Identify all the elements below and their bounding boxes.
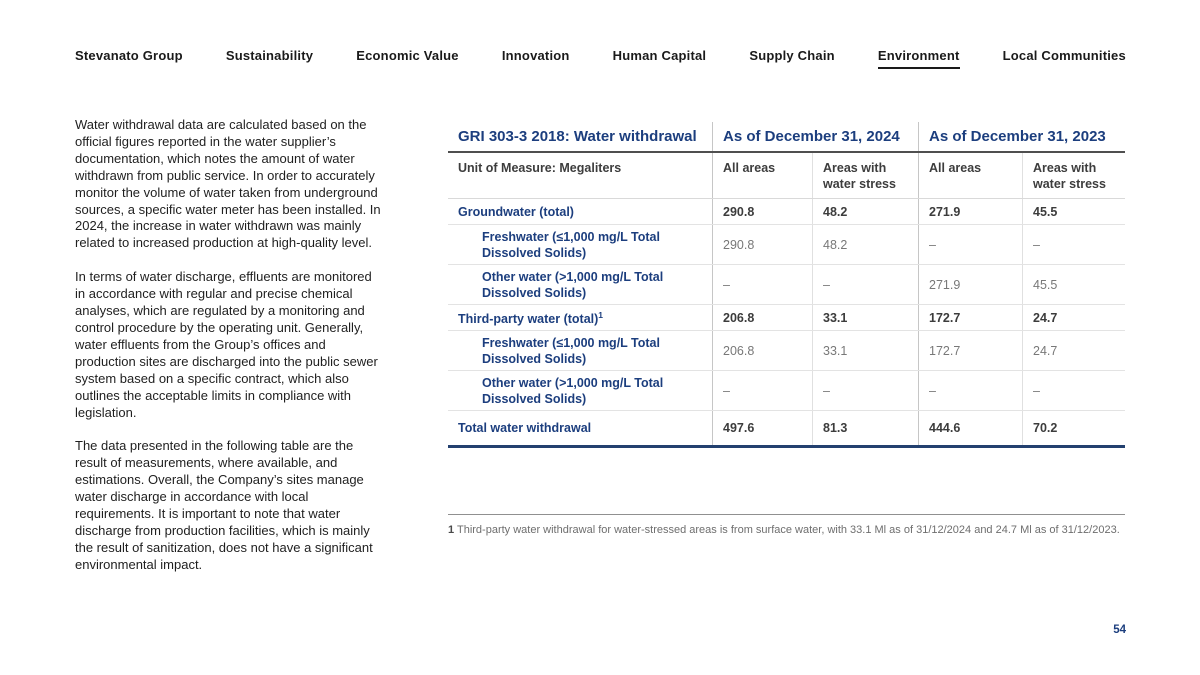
table-title: GRI 303-3 2018: Water withdrawal bbox=[458, 128, 697, 145]
value-2023-all: – bbox=[918, 371, 1022, 410]
unit-of-measure-label: Unit of Measure: Megaliters bbox=[458, 161, 622, 175]
nav-item-stevanato-group[interactable]: Stevanato Group bbox=[75, 48, 183, 63]
row-label: Freshwater (≤1,000 mg/L Total Dissolved Solids) bbox=[482, 335, 660, 366]
value-2023-stress: – bbox=[1022, 371, 1125, 410]
table-row-thirdparty-freshwater bbox=[448, 331, 1125, 371]
value-2023-stress: 70.2 bbox=[1022, 411, 1125, 445]
paragraph-water-discharge: In terms of water discharge, effluents are monitored in accordance with regular and precise chemical analyses, which are regulated by a monitoring and control procedure by the operating unit. Generally, water effluents from the Group’s offices and production sites are discharged into the public sewer system based on a specific contract, which also outlines the acceptable limits in compliance with legislation. bbox=[75, 269, 378, 420]
value-2023-all: 444.6 bbox=[918, 411, 1022, 445]
nav-item-innovation[interactable]: Innovation bbox=[501, 48, 570, 63]
value-2024-all: 206.8 bbox=[712, 305, 812, 330]
table-title-row bbox=[448, 122, 1125, 153]
value-2023-stress: 45.5 bbox=[1022, 265, 1125, 304]
column-group-2024: As of December 31, 2024 bbox=[712, 122, 918, 151]
row-label: Groundwater (total) bbox=[458, 204, 574, 219]
value-2024-stress: 81.3 bbox=[812, 411, 918, 445]
value-2024-all: – bbox=[712, 265, 812, 304]
paragraph-data-presented: The data presented in the following table are the result of measurements, where available, and estimations. Overall, the Company’s sites manage water discharge in accordance with local requirements. It is important to note that water discharge from production facilities, which is mainly the result of sanitization, does not have a significant environmental impact. bbox=[75, 438, 373, 572]
value-2023-stress: 24.7 bbox=[1022, 331, 1125, 370]
column-group-2023: As of December 31, 2023 bbox=[918, 122, 1125, 151]
nav-item-supply-chain[interactable]: Supply Chain bbox=[749, 48, 835, 63]
value-2024-stress: 33.1 bbox=[812, 331, 918, 370]
header-water-stress-2024: Areas with water stress bbox=[812, 153, 918, 198]
row-label bbox=[448, 307, 712, 327]
value-2024-stress: 48.2 bbox=[812, 225, 918, 264]
value-2024-all: 206.8 bbox=[712, 331, 812, 370]
nav-item-environment-active[interactable]: Environment bbox=[878, 48, 960, 69]
value-2023-all: 271.9 bbox=[918, 199, 1022, 224]
value-2024-all: 290.8 bbox=[712, 199, 812, 224]
value-2024-stress: – bbox=[812, 371, 918, 410]
value-2023-stress: 24.7 bbox=[1022, 305, 1125, 330]
nav-item-sustainability[interactable]: Sustainability bbox=[225, 48, 314, 63]
header-all-areas-2024: All areas bbox=[712, 153, 812, 198]
value-2023-all: – bbox=[918, 225, 1022, 264]
value-2024-all: 497.6 bbox=[712, 411, 812, 445]
header-all-areas-2023: All areas bbox=[918, 153, 1022, 198]
value-2023-stress: 45.5 bbox=[1022, 199, 1125, 224]
row-label-text: Third-party water (total) bbox=[458, 312, 599, 327]
nav-item-local-communities[interactable]: Local Communities bbox=[1002, 48, 1126, 63]
table-row-groundwater-freshwater bbox=[448, 225, 1125, 265]
value-2023-all: 271.9 bbox=[918, 265, 1022, 304]
top-navigation bbox=[75, 48, 1126, 69]
table-footnote bbox=[448, 514, 1125, 537]
table-row-groundwater-total bbox=[448, 199, 1125, 225]
value-2024-stress: – bbox=[812, 265, 918, 304]
header-water-stress-2023: Areas with water stress bbox=[1022, 153, 1125, 198]
value-2024-all: – bbox=[712, 371, 812, 410]
footnote-reference: 1 bbox=[598, 310, 604, 321]
value-2023-stress: – bbox=[1022, 225, 1125, 264]
footnote-text: Third-party water withdrawal for water-stressed areas is from surface water, with 33.1 Ml as of 31/12/2024 and 24.7 Ml as of 31/12/2023. bbox=[456, 524, 1120, 536]
table-row-thirdparty-other bbox=[448, 371, 1125, 411]
table-row-total-water-withdrawal bbox=[448, 411, 1125, 448]
nav-item-human-capital[interactable]: Human Capital bbox=[612, 48, 707, 63]
value-2024-all: 290.8 bbox=[712, 225, 812, 264]
value-2023-all: 172.7 bbox=[918, 331, 1022, 370]
row-label: Freshwater (≤1,000 mg/L Total Dissolved Solids) bbox=[482, 229, 660, 260]
row-label: Other water (>1,000 mg/L Total Dissolved Solids) bbox=[482, 375, 664, 406]
paragraph-water-withdrawal: Water withdrawal data are calculated based on the official figures reported in the water supplier’s documentation, which notes the amount of water withdrawn from public service. In order to accurately monitor the volume of water taken from underground sources, a specific water meter has been installed. In 2024, the increase in water withdrawn was mainly related to increased production at high-quality level. bbox=[75, 117, 381, 251]
row-label: Other water (>1,000 mg/L Total Dissolved Solids) bbox=[482, 269, 664, 300]
table-row-groundwater-other bbox=[448, 265, 1125, 305]
value-2024-stress: 33.1 bbox=[812, 305, 918, 330]
row-label: Total water withdrawal bbox=[458, 421, 592, 435]
nav-item-economic-value[interactable]: Economic Value bbox=[356, 48, 459, 63]
value-2023-all: 172.7 bbox=[918, 305, 1022, 330]
table-header-row bbox=[448, 153, 1125, 199]
footnote-marker: 1 bbox=[448, 524, 455, 536]
page-number: 54 bbox=[1113, 624, 1126, 636]
article-text-column bbox=[75, 117, 383, 591]
table-row-thirdparty-total bbox=[448, 305, 1125, 331]
value-2024-stress: 48.2 bbox=[812, 199, 918, 224]
water-withdrawal-table bbox=[448, 122, 1125, 537]
